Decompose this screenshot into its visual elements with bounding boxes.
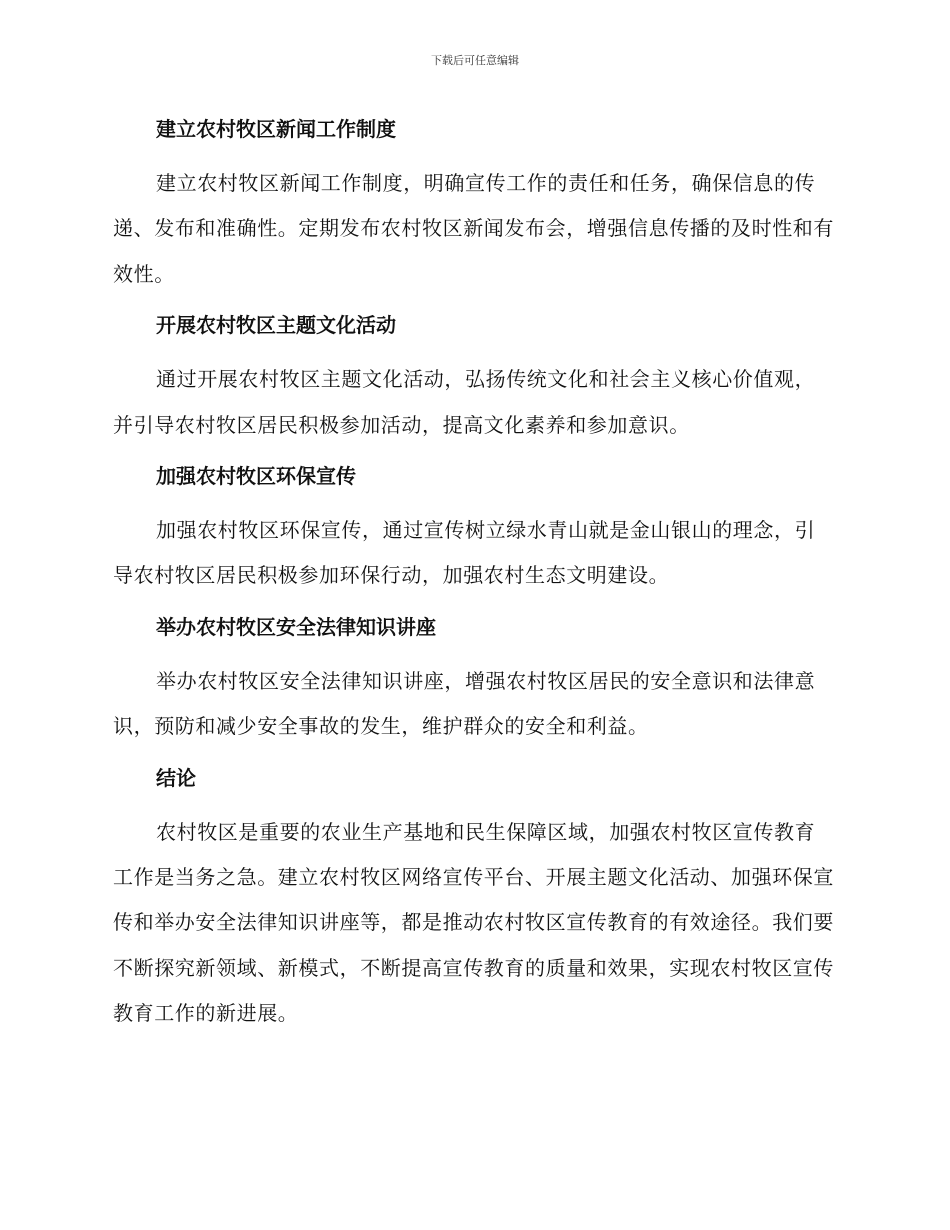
section-heading-conclusion: 结论 (156, 765, 196, 790)
document-body (113, 111, 835, 1037)
section-heading-environmental-publicity: 加强农村牧区环保宣传 (156, 464, 356, 489)
section-paragraph-environmental-publicity: 加强农村牧区环保宣传，通过宣传树立绿水青山就是金山银山的理念，引导农村牧区居民积极参加环保行动，加强农村生态文明建设。 (113, 518, 816, 588)
section-paragraph-legal-lectures: 举办农村牧区安全法律知识讲座，增强农村牧区居民的安全意识和法律意识，预防和减少安全事故的发生，维护群众的安全和利益。 (113, 668, 816, 739)
section-paragraph-culture-activities: 通过开展农村牧区主题文化活动，弘扬传统文化和社会主义核心价值观，并引导农村牧区居民积极参加活动，提高文化素养和参加意识。 (113, 367, 816, 437)
section-heading-news-system: 建立农村牧区新闻工作制度 (156, 117, 396, 141)
section-heading-legal-lectures: 举办农村牧区安全法律知识讲座 (156, 614, 436, 639)
section-paragraph-conclusion: 农村牧区是重要的农业生产基地和民生保障区域，加强农村牧区宣传教育工作是当务之急。建立农村牧区网络宣传平台、开展主题文化活动、加强环保宣传和举办安全法律知识讲座等，都是推动农村牧区宣传教育的有效途径。我们要不断探究新领域、新模式，不断提高宣传教育的质量和效果，实现农村牧区宣传教育工作的新进展。 (113, 819, 834, 1026)
page-header: 下载后可任意编辑 (431, 54, 519, 67)
section-heading-culture-activities: 开展农村牧区主题文化活动 (156, 313, 396, 338)
section-paragraph-news-system: 建立农村牧区新闻工作制度，明确宣传工作的责任和任务，确保信息的传递、发布和准确性。定期发布农村牧区新闻发布会，增强信息传播的及时性和有效性。 (113, 171, 834, 286)
